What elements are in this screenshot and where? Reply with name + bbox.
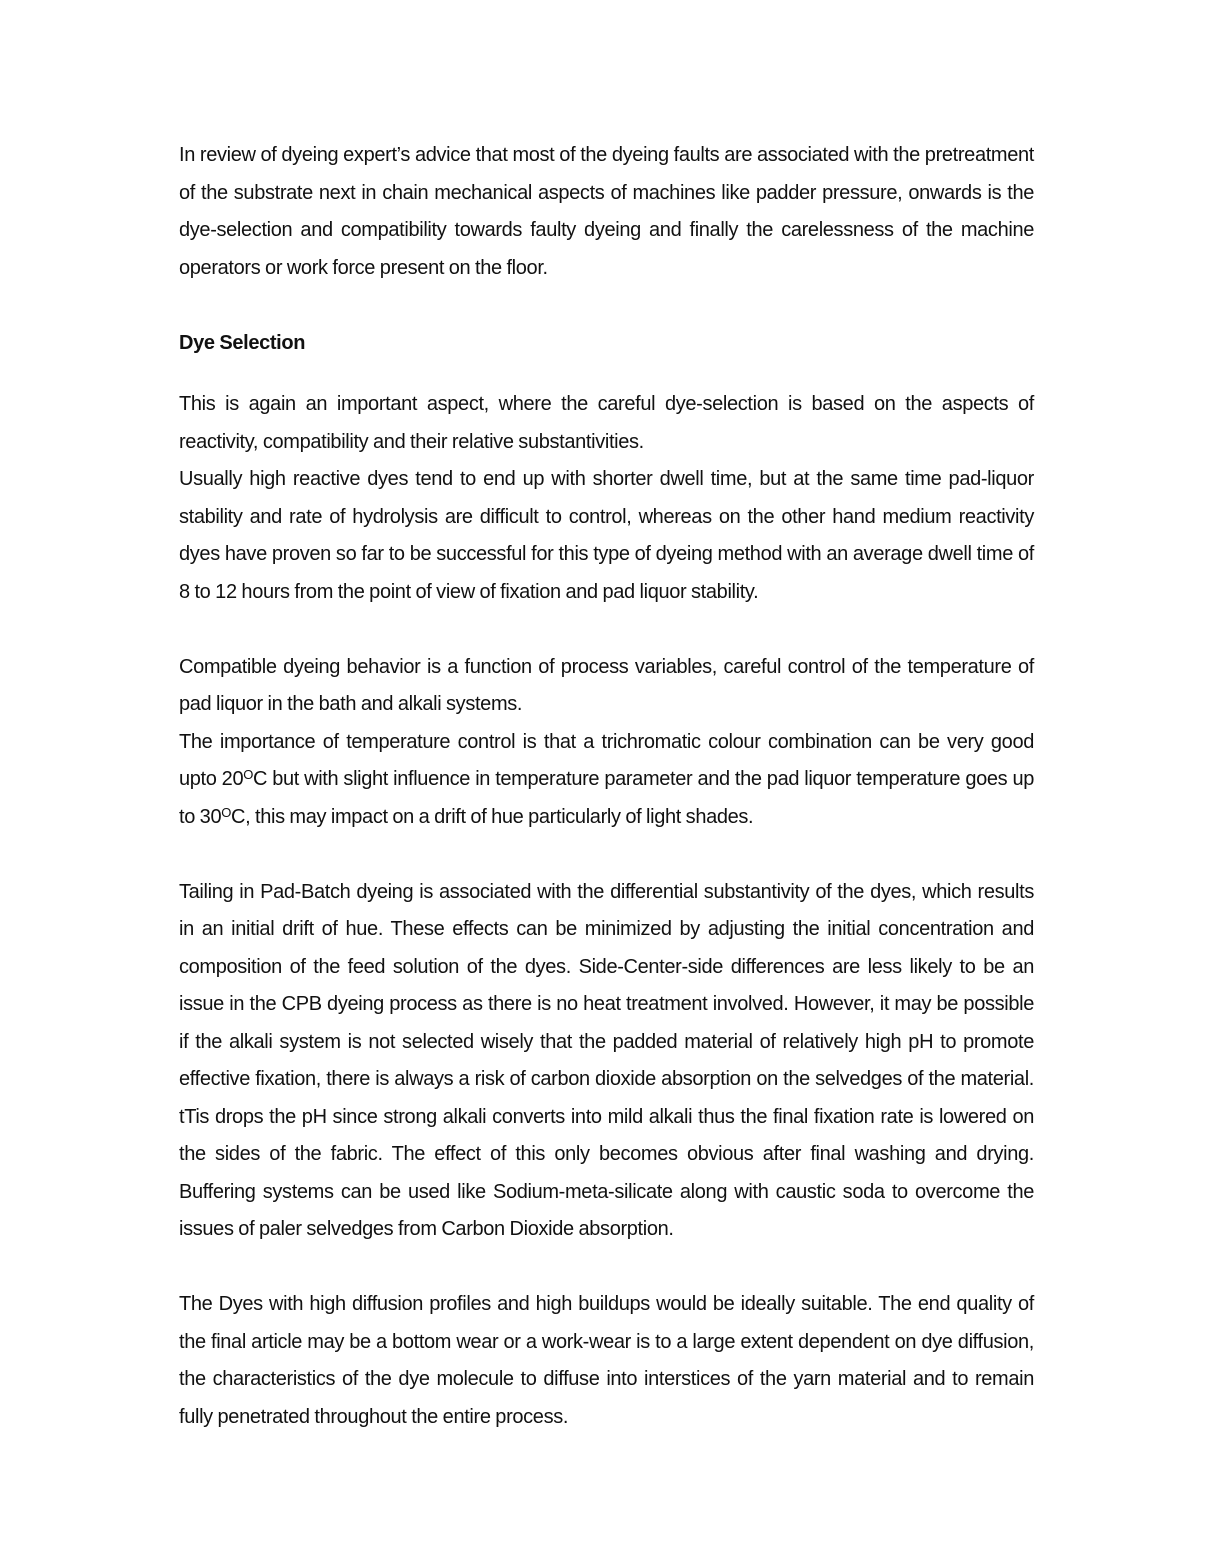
degree-symbol-1: O — [243, 767, 253, 782]
paragraph-tailing: Tailing in Pad-Batch dyeing is associated with the differential substantivity of the dyes, which results in an initial drift of hue. These effects can be minimized by adjusting the initial concentration and composition of the feed solution of the dyes. Side-Center-side differences are less likely to be an issue in the CPB dyeing process as there is no heat treatment involved. However, it may be possible if the alkali system is not selected wisely that the padded material of relatively high pH to promote effective fixation, there is always a risk of carbon dioxide absorption on the selvedges of the material. tTis drops the pH since strong alkali converts into mild alkali thus the final fixation rate is lowered on the sides of the fabric. The effect of this only becomes obvious after final washing and drying. Buffering systems can be used like Sodium-meta-silicate along with caustic soda to overcome the issues of paler selvedges from Carbon Dioxide absorption. — [179, 880, 1034, 1240]
paragraph-temperature — [179, 724, 1034, 837]
paragraph-dwell-time: Usually high reactive dyes tend to end up with shorter dwell time, but at the same time pad-liquor stability and rate of hydrolysis are difficult to control, whereas on the other hand medium reactivity dyes have proven so far to be successful for this type of dyeing method with an average dwell time of 8 to 12 hours from the point of view of fixation and pad liquor stability. — [179, 468, 1034, 603]
temperature-text-3: C, this may impact on a drift of hue particularly of light shades. — [231, 805, 754, 828]
degree-symbol-2: O — [221, 804, 231, 820]
section-heading: Dye Selection — [179, 331, 306, 354]
intro-paragraph: In review of dyeing expert’s advice that most of the dyeing faults are associated with the pretreatment of the substrate next in chain mechanical aspects of machines like padder pressure, onwards is the dye-selection and compatibility towards faulty dyeing and finally the carelessness of the machine operators or work force present on the floor. — [179, 144, 1034, 279]
temperature-text-2: C but with slight influence in temperature parameter and the pad liquor temperature goes up to 30 — [179, 768, 1034, 828]
paragraph-diffusion: The Dyes with high diffusion profiles and high buildups would be ideally suitable. The end quality of the final article may be a bottom wear or a work-wear is to a large extent dependent on dye diffusion, the characteristics of the dye molecule to diffuse into interstices of the yarn material and to remain fully penetrated throughout the entire process. — [179, 1293, 1034, 1428]
document-body — [179, 137, 1034, 1436]
paragraph-compatibility: Compatible dyeing behavior is a function of process variables, careful control of the temperature of pad liquor in the bath and alkali systems. — [179, 655, 1034, 715]
paragraph-reactivity: This is again an important aspect, where the careful dye-selection is based on the aspects of reactivity, compatibility and their relative substantivities. — [179, 393, 1034, 453]
temperature-text-1: The importance of temperature control is that a trichromatic colour combination can be very good upto 20 — [179, 730, 1034, 790]
